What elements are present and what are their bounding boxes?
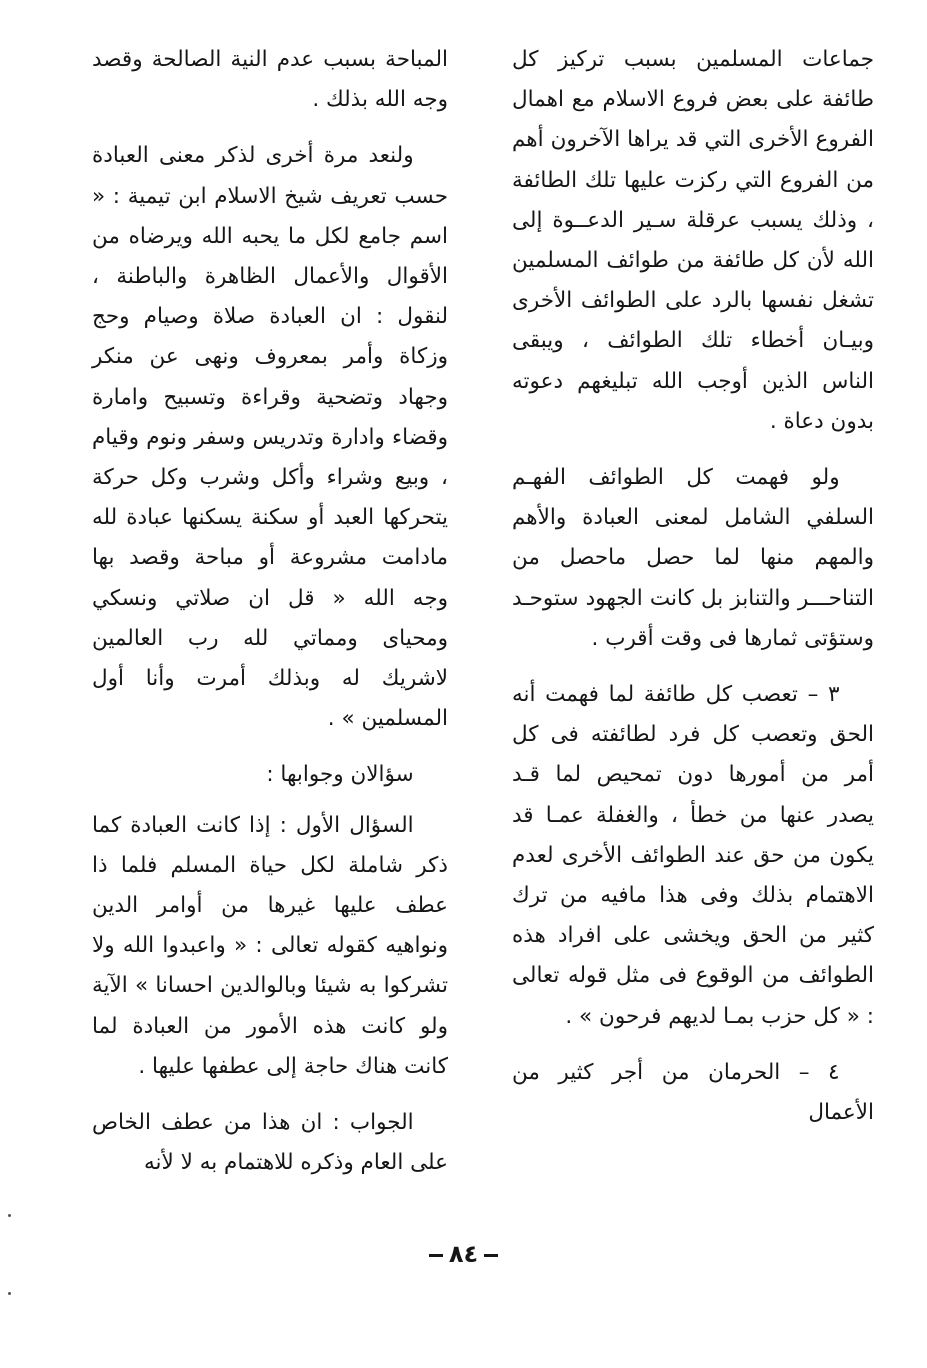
paragraph: المباحة بسبب عدم النية الصالحة وقصد وجه الله بذلك . [92,47,448,113]
left-column [92,40,448,1199]
scan-speck [8,1292,11,1295]
paragraph: السؤال الأول : إذا كانت العبادة كما ذكر شاملة لكل حياة المسلم فلما ذا عطف عليها غيرها من أوامر الدين ونواهيه كقوله تعالى : « واعبدوا الله ولا تشركوا به شيئا وبالوالدين احسانا » الآية ولو كانت هذه الأمور من العبادة لما كانت هناك حاجة إلى عطفها عليها . [92,812,448,1079]
paragraph: ٤ – الحرمان من أجر كثير من الأعمال [512,1059,874,1126]
right-column [512,40,874,1149]
paragraph: الجواب : ان هذا من عطف الخاص على العام وذكره للاهتمام به لا لأنه [92,1110,448,1176]
paragraph: ٣ – تعصب كل طائفة لما فهمت أنه الحق وتعصب كل فرد لطائفته فى كل أمر من أمورها دون تمحيص لما قـد يصدر عنها من خطأ ، والغفلة عمـا قد يكون من حق عند الطوائف الأخرى لعدم الاهتمام بذلك وفى هذا مافيه من ترك كثير من الحق ويخشى على افراد هذه الطوائف من الوقوع فى مثل قوله تعالى : « كل حزب بمـا لديهم فرحون » . [512,682,874,1029]
scan-speck [8,1214,11,1217]
paragraph: جماعات المسلمين بسبب تركيز كل طائفة على بعض فروع الاسلام مع اهمال الفروع الأخرى التي قد يراها الآخرون أهم من الفروع التي ركزت عليها تلك الطائفة ، وذلك يسبب عرقلة سـير الدعــوة إلى الله لأن كل طائفة من طوائف المسلمين تشغل نفسها بالرد على الطوائف الأخرى وبيـان أخطاء تلك الطوائف ، ويبقى الناس الذين أوجب الله تبليغهم دعوته بدون دعاة . [512,47,874,434]
section-heading: سؤالان وجوابها : [266,762,414,788]
page-number: ٨٤ [0,1240,927,1268]
paragraph: ولو فهمت كل الطوائف الفهـم السلفي الشامل لمعنى العبادة والأهم والمهم منها لما حصل ماحصل من التناحـــر والتنابز بل كانت الجهود ستوحـد وستؤتى ثمارها فى وقت أقرب . [512,465,874,651]
paragraph: ولنعد مرة أخرى لذكر معنى العبادة حسب تعريف شيخ الاسلام ابن تيمية : « اسم جامع لكل ما يحبه الله ويرضاه من الأقوال والأعمال الظاهرة والباطنة ، لنقول : ان العبادة صلاة وصيام وحج وزكاة وأمر بمعروف ونهى عن منكر وجهاد وتضحية وقراءة وتسبيح وامارة وقضاء وادارة وتدريس وسفر ونوم وقيام ، وبيع وشراء وأكل وشرب وكل حركة يتحركها العبد أو سكنة يسكنها عبادة لله مادامت مشروعة أو مباحة وقصد بها وجه الله « قل ان صلاتي ونسكي ومحياى ومماتي لله رب العالمين لاشريك له وبذلك أمرت وأنا أول المسلمين » . [92,143,448,732]
